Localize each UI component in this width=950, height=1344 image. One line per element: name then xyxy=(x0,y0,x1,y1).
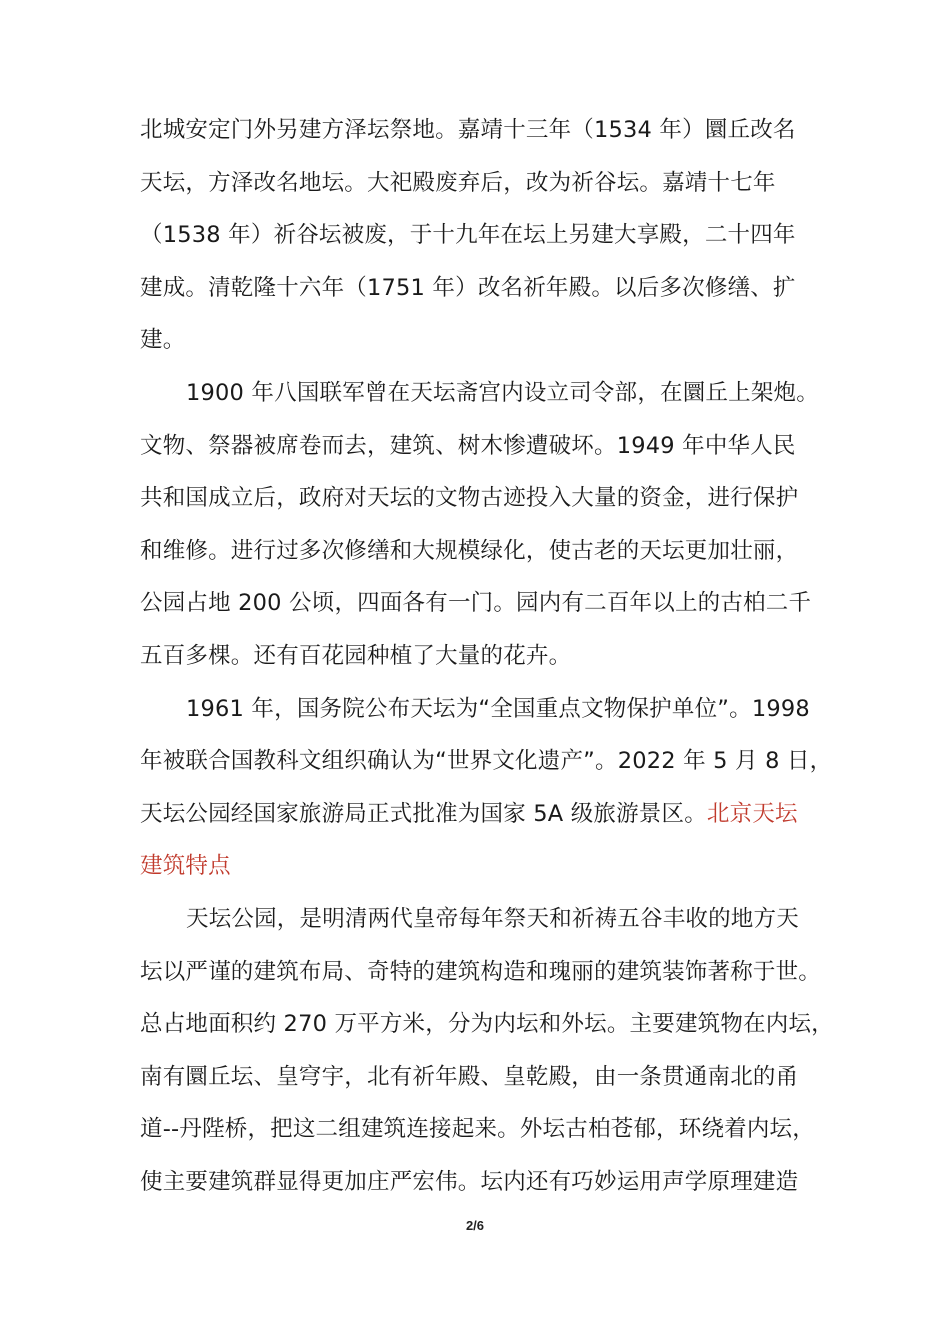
text-line: 使主要建筑群显得更加庄严宏伟。坛内还有巧妙运用声学原理建造 xyxy=(140,1168,799,1195)
text-line: 北城安定门外另建方泽坛祭地。嘉靖十三年（1534 年）圜丘改名 xyxy=(140,117,796,143)
text-line: 1961 年，国务院公布天坛为“全国重点文物保护单位”。1998 xyxy=(186,695,810,722)
text-line: 建成。清乾隆十六年（1751 年）改名祈年殿。以后多次修缮、扩 xyxy=(140,274,796,301)
text-line: 坛以严谨的建筑布局、奇特的建筑构造和瑰丽的建筑装饰著称于世。 xyxy=(140,958,822,985)
text-line: 总占地面积约 270 万平方米，分为内坛和外坛。主要建筑物在内坛， xyxy=(140,1011,834,1038)
text-line: 和维修。进行过多次修缮和大规模绿化，使古老的天坛更加壮丽， xyxy=(140,537,799,564)
text-line xyxy=(140,788,820,841)
text-line-content: 天坛公园经国家旅游局正式批准为国家 5A 级旅游景区。 xyxy=(140,800,707,827)
text-line: 天坛公园，是明清两代皇帝每年祭天和祈祷五谷丰收的地方天 xyxy=(186,905,799,932)
heading-link-architecture-features[interactable]: 建筑特点 xyxy=(140,853,231,880)
text-line: 文物、祭器被席卷而去，建筑、树木惨遭破坏。1949 年中华人民 xyxy=(140,432,796,459)
text-line: 五百多棵。还有百花园种植了大量的花卉。 xyxy=(140,642,572,669)
text-line: 共和国成立后，政府对天坛的文物古迹投入大量的资金，进行保护 xyxy=(140,485,799,512)
text-line: 年被联合国教科文组织确认为“世界文化遗产”。2022 年 5 月 8 日， xyxy=(140,748,833,775)
text-line: 公园占地 200 公顷，四面各有一门。园内有二百年以上的古柏二千 xyxy=(140,590,812,617)
text-line: 建。 xyxy=(140,327,186,354)
body-text xyxy=(140,104,834,1208)
text-line: （1538 年）祈谷坛被废，于十九年在坛上另建大享殿，二十四年 xyxy=(140,222,796,249)
page-number: 2/6 xyxy=(465,1218,485,1233)
text-line: 1900 年八国联军曾在天坛斋宫内设立司令部，在圜丘上架炮。 xyxy=(186,379,819,406)
text-line: 道--丹陛桥，把这二组建筑连接起来。外坛古柏苍郁，环绕着内坛， xyxy=(140,1116,815,1143)
heading-link-beijing-tiantan[interactable]: 北京天坛 xyxy=(706,800,798,827)
text-line: 南有圜丘坛、皇穹宇，北有祈年殿、皇乾殿，由一条贯通南北的甬 xyxy=(140,1063,799,1090)
text-line: 天坛，方泽改名地坛。大祀殿废弃后，改为祈谷坛。嘉靖十七年 xyxy=(140,169,776,196)
